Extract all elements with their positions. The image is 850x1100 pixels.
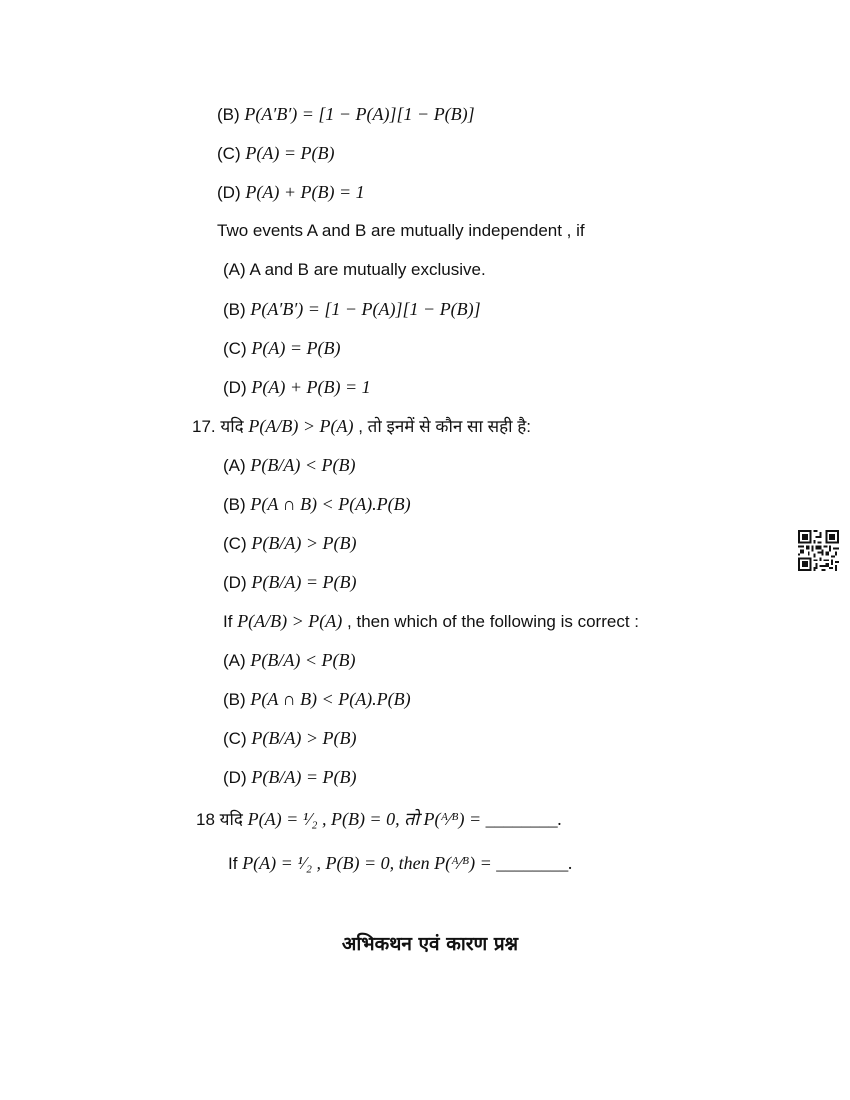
question-16-english-option-c: (C) P(A) = P(B) <box>223 338 341 358</box>
question-17-english-option-c: (C) P(B/A) > P(B) <box>223 728 357 748</box>
question-17-hindi-option-b: (B) P(A ∩ B) < P(A).P(B) <box>223 494 411 514</box>
question-16-english-stem: Two events A and B are mutually independent , if <box>217 221 585 240</box>
question-18-english: If P(A) = ¹⁄₂ , P(B) = 0, then P(ᴬ⁄ᴮ) = ________. <box>228 853 573 873</box>
question-16-english-option-a: (A) A and B are mutually exclusive. <box>223 260 486 279</box>
question-16-english-option-d: (D) P(A) + P(B) = 1 <box>223 377 371 397</box>
question-18-hindi: 18 यदि P(A) = ¹⁄₂ , P(B) = 0, तो P(ᴬ⁄ᴮ) = ________. <box>196 809 563 829</box>
question-17-english-option-d: (D) P(B/A) = P(B) <box>223 767 357 787</box>
section-heading: अभिकथन एवं कारण प्रश्न <box>341 933 519 955</box>
question-17-hindi-stem: 17. यदि P(A/B) > P(A) , तो इनमें से कौन सा सही है: <box>192 416 532 436</box>
question-17-hindi-option-a: (A) P(B/A) < P(B) <box>223 455 356 475</box>
qr-code-icon <box>798 530 839 571</box>
question-17-english-stem: If P(A/B) > P(A) , then which of the following is correct : <box>223 611 640 631</box>
question-16-hindi-option-d: (D) P(A) + P(B) = 1 <box>217 182 365 202</box>
question-17-english-option-a: (A) P(B/A) < P(B) <box>223 650 356 670</box>
question-17-english-option-b: (B) P(A ∩ B) < P(A).P(B) <box>223 689 411 709</box>
question-16-hindi-option-b: (B) P(A′B′) = [1 − P(A)][1 − P(B)] <box>217 104 475 124</box>
question-17-hindi-option-d: (D) P(B/A) = P(B) <box>223 572 357 592</box>
question-16-english-option-b: (B) P(A′B′) = [1 − P(A)][1 − P(B)] <box>223 299 481 319</box>
question-16-hindi-option-c: (C) P(A) = P(B) <box>217 143 335 163</box>
question-17-hindi-option-c: (C) P(B/A) > P(B) <box>223 533 357 553</box>
